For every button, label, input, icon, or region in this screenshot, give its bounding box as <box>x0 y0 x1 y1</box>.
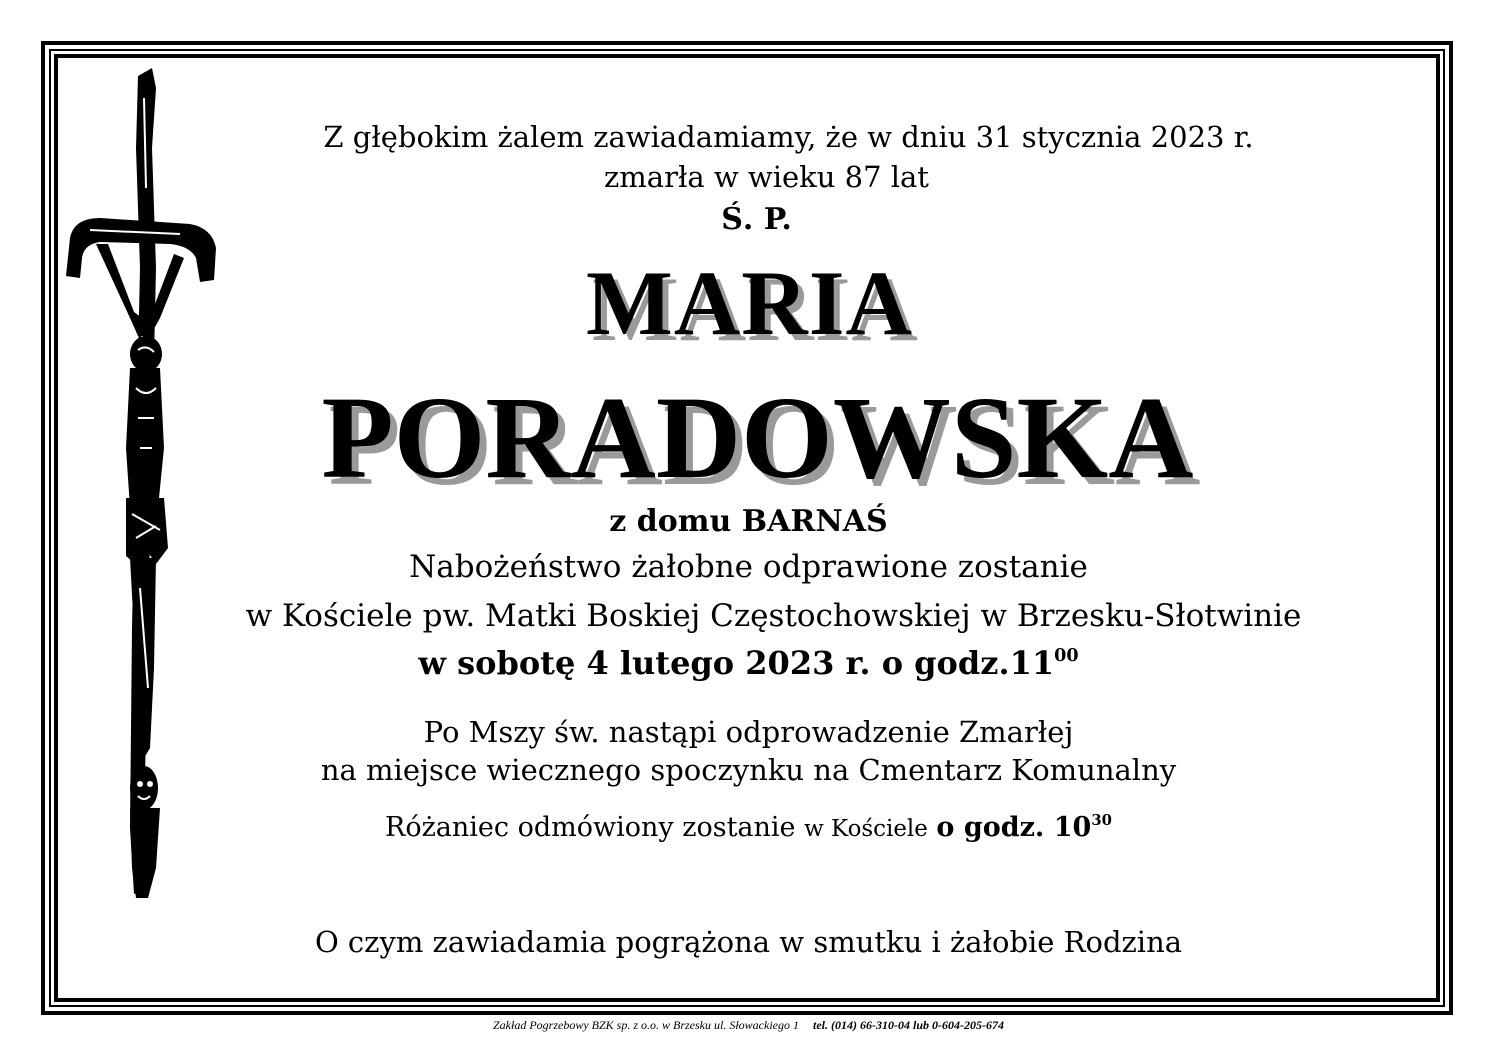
honorific: Ś. P. <box>721 202 792 237</box>
procession-line-1: Po Mszy św. nastąpi odprowadzenie Zmarłej <box>423 715 1074 749</box>
closing-line: O czym zawiadamia pogrążona w smutku i żałobie Rodzina <box>314 925 1183 959</box>
footer-company: Zakład Pogrzebowy BZK sp. z o.o. w Brzesku ul. Słowackiego 1 <box>493 1018 799 1032</box>
procession-line-2: na miejsce wiecznego spoczynku na Cmentarz Komunalny <box>320 753 1177 787</box>
service-date <box>0 644 1497 682</box>
rosary-time <box>936 812 1112 843</box>
service-line-1: Nabożeństwo żałobne odprawione zostanie <box>409 549 1088 585</box>
announcement-line-1: Z głębokim żalem zawiadamiamy, że w dniu 31 stycznia 2023 r. <box>323 120 1254 154</box>
maiden-name-line <box>0 504 1497 539</box>
rosary-time-minutes: 30 <box>1091 810 1112 829</box>
deceased-first-name: MARIA <box>586 252 913 354</box>
maiden-prefix: z domu <box>609 504 732 539</box>
funeral-home-footer <box>0 1018 1497 1033</box>
service-location: w Kościele pw. Matki Boskiej Częstochowskiej w Brzesku-Słotwinie <box>245 598 1302 634</box>
footer-phone: tel. (014) 66-310-04 lub 0-604-205-674 <box>813 1018 1004 1032</box>
service-time-minutes: 00 <box>1054 644 1079 666</box>
maiden-name: BARNAŚ <box>741 504 888 539</box>
rosary-text: Różaniec odmówiony zostanie <box>385 812 796 843</box>
service-date-text: w sobotę 4 lutego 2023 r. o godz.11 <box>418 644 1055 682</box>
rosary-time-text: o godz. 10 <box>936 812 1092 843</box>
rosary-place: w Kościele <box>804 816 928 842</box>
age-line: zmarła w wieku 87 lat <box>604 160 929 194</box>
deceased-last-name: PORADOWSKA <box>321 372 1194 503</box>
rosary-line <box>0 812 1497 843</box>
